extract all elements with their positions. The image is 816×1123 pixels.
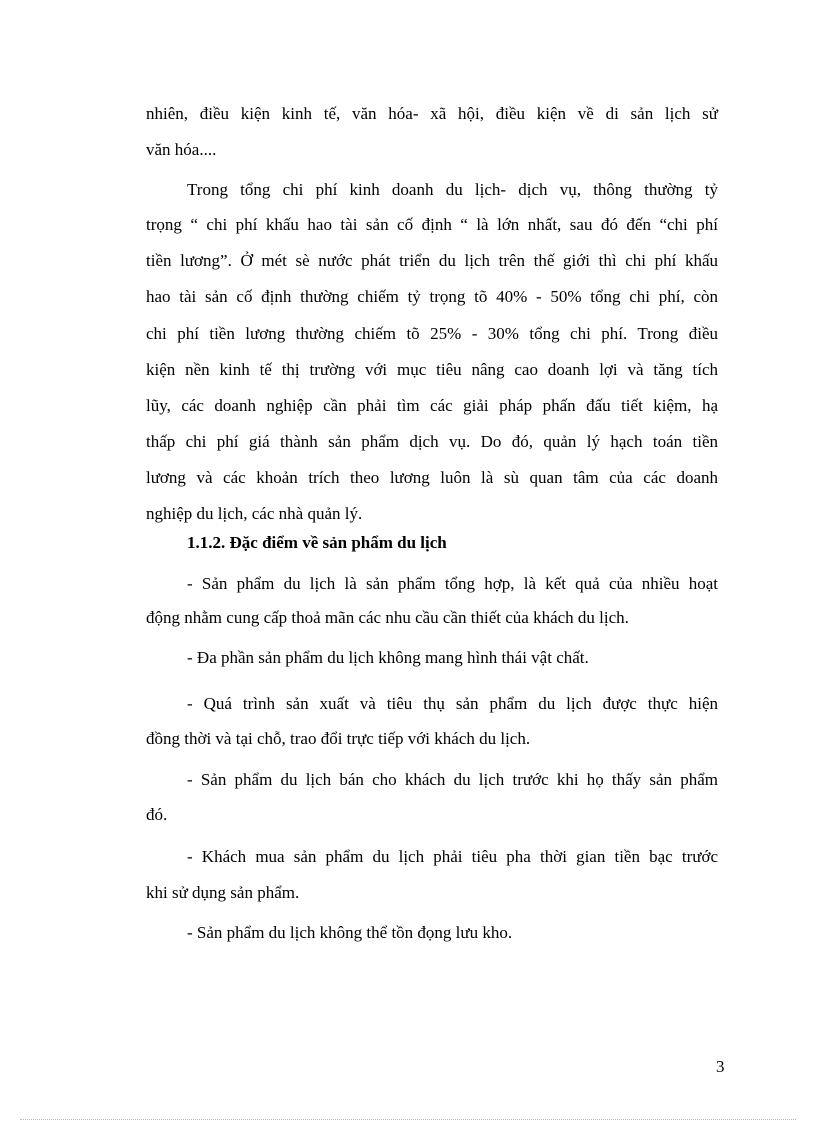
text-line: khi sử dụng sản phẩm. [146, 883, 300, 902]
text-line: - Sản phẩm du lịch là sản phẩm tổng hợp, là kết quả của nhiều hoạt [187, 574, 718, 593]
text-line: đồng thời và tại chỗ, trao đổi trực tiếp với khách du lịch. [146, 729, 531, 748]
text-line: nhiên, điều kiện kinh tế, văn hóa- xã hội, điều kiện về di sản lịch sử [146, 104, 718, 123]
text-line: đó. [146, 805, 168, 824]
text-line: tiền lương”. Ở mét sè nước phát triển du lịch trên thế giới thì chi phí khấu [146, 251, 718, 270]
text-line: nghiệp du lịch, các nhà quản lý. [146, 504, 363, 523]
section-heading: 1.1.2. Đặc điểm về sản phẩm du lịch [187, 533, 447, 552]
page-number: 3 [716, 1057, 725, 1076]
text-line: - Sản phẩm du lịch không thể tồn đọng lưu kho. [187, 923, 513, 942]
text-line: lương và các khoản trích theo lương luôn là sù quan tâm của các doanh [146, 468, 718, 487]
text-line: - Khách mua sản phẩm du lịch phải tiêu pha thời gian tiền bạc trước [187, 847, 718, 866]
text-line: - Sản phẩm du lịch bán cho khách du lịch trước khi họ thấy sản phẩm [187, 770, 718, 789]
text-line: động nhằm cung cấp thoả mãn các nhu cầu cần thiết của khách du lịch. [146, 608, 629, 627]
text-line: lũy, các doanh nghiệp cần phải tìm các giải pháp phấn đấu tiết kiệm, hạ [146, 396, 718, 415]
text-line: chi phí tiền lương thường chiếm tõ 25% - 30% tổng chi phí. Trong điều [146, 324, 718, 343]
text-line: thấp chi phí giá thành sản phẩm dịch vụ. Do đó, quản lý hạch toán tiền [146, 432, 718, 451]
text-line: văn hóa.... [146, 140, 217, 159]
text-line: kiện nền kinh tế thị trường với mục tiêu nâng cao doanh lợi và tăng tích [146, 360, 718, 379]
text-line: - Đa phần sản phẩm du lịch không mang hình thái vật chất. [187, 648, 589, 667]
page-bottom-divider [20, 1119, 796, 1120]
text-line: trọng “ chi phí khấu hao tài sản cố định “ là lớn nhất, sau đó đến “chi phí [146, 215, 718, 234]
text-line: Trong tổng chi phí kinh doanh du lịch- dịch vụ, thông thường tỷ [187, 180, 718, 199]
text-line: hao tài sản cố định thường chiếm tỷ trọng tõ 40% - 50% tổng chi phí, còn [146, 287, 718, 306]
text-line: - Quá trình sản xuất và tiêu thụ sản phẩm du lịch được thực hiện [187, 694, 718, 713]
